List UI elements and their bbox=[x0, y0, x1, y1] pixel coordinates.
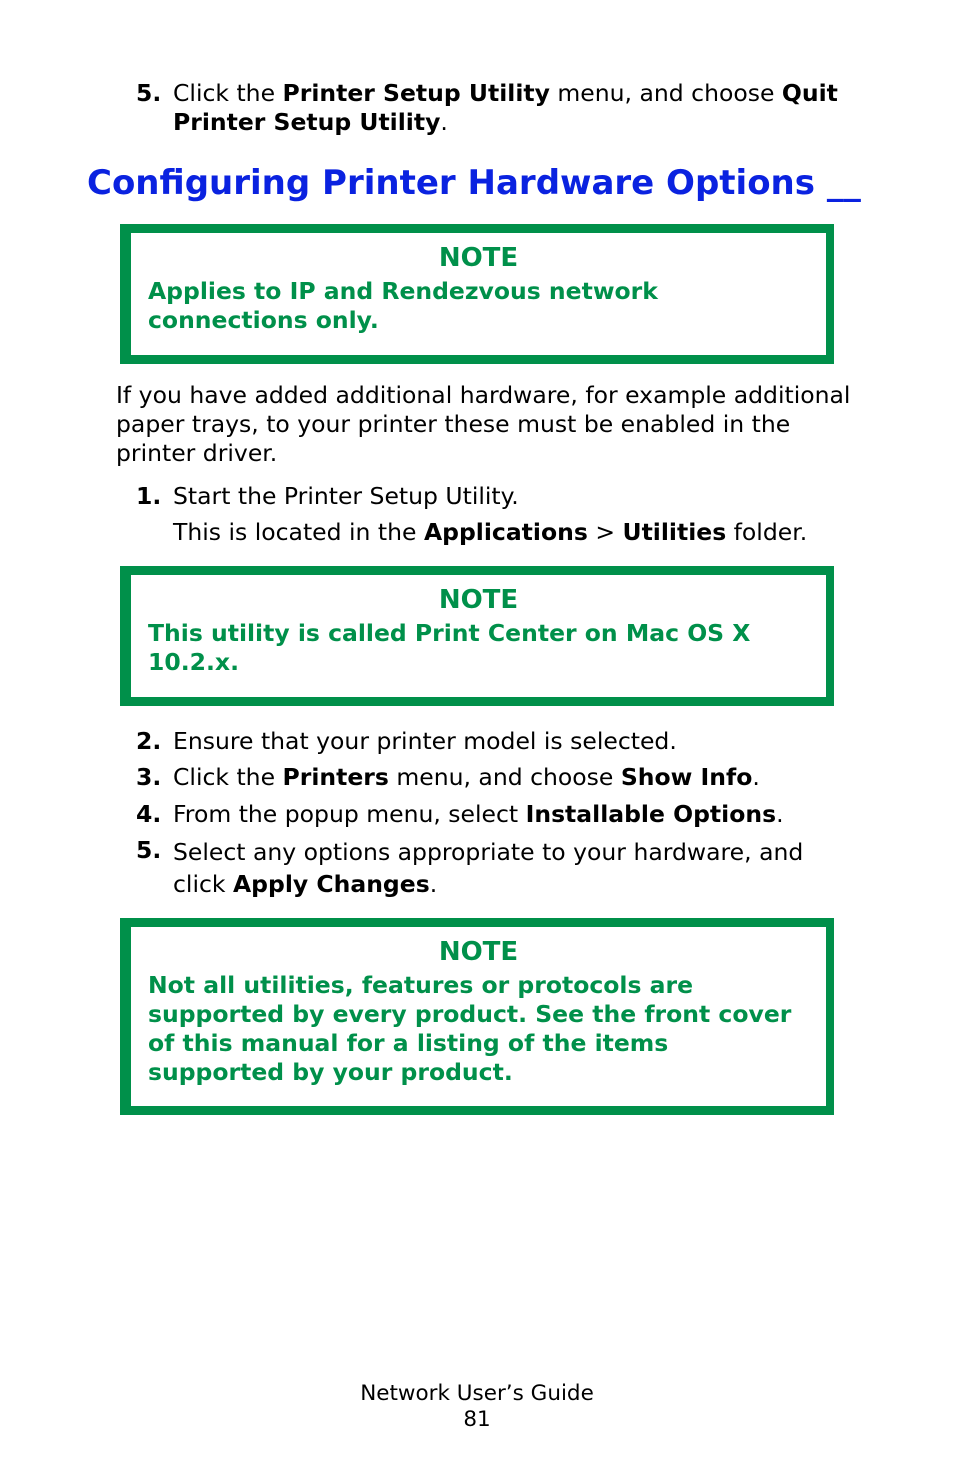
note-box bbox=[120, 566, 834, 706]
step-number: 1. bbox=[136, 482, 162, 510]
step-text: Click the Printers menu, and choose Show Info. bbox=[173, 763, 760, 791]
note-title: NOTE bbox=[438, 937, 519, 967]
menu-option: Installable Options bbox=[525, 800, 777, 828]
menu-name: Printer Setup Utility bbox=[282, 79, 550, 107]
step-subtext: This is located in the Applications > Utilities folder. bbox=[173, 518, 808, 546]
menu-name: Printers bbox=[282, 763, 389, 791]
menu-command: Quit Printer Setup Utility bbox=[173, 79, 838, 136]
page-number: 81 bbox=[463, 1407, 491, 1432]
step-text: From the popup menu, select Installable Options. bbox=[173, 800, 784, 828]
note-title: NOTE bbox=[438, 243, 519, 273]
note-box bbox=[120, 918, 834, 1115]
step-text: Select any options appropriate to your hardware, and click Apply Changes. bbox=[173, 838, 804, 898]
step-number: 2. bbox=[136, 727, 162, 755]
step-number: 5. bbox=[136, 836, 162, 864]
section-heading: Configuring Printer Hardware Options __ bbox=[87, 163, 861, 203]
button-name: Apply Changes bbox=[232, 870, 430, 898]
step-number: 3. bbox=[136, 763, 162, 791]
folder-name: Utilities bbox=[622, 518, 727, 546]
step-text: Ensure that your printer model is selected. bbox=[173, 727, 677, 755]
folder-name: Applications bbox=[423, 518, 588, 546]
note-box bbox=[120, 224, 834, 364]
menu-command: Show Info bbox=[620, 763, 753, 791]
step-number: 5. bbox=[136, 79, 162, 107]
step-text: Click the Printer Setup Utility menu, and choose Quit Printer Setup Utility. bbox=[173, 79, 838, 136]
note-title: NOTE bbox=[438, 585, 519, 615]
note-text: Applies to IP and Rendezvous network connections only. bbox=[148, 277, 658, 334]
note-text: This utility is called Print Center on Mac OS X 10.2.x. bbox=[148, 619, 751, 676]
intro-paragraph: If you have added additional hardware, for example additional paper trays, to your printer these must be enabled in the printer driver. bbox=[116, 381, 851, 467]
step-text: Start the Printer Setup Utility. bbox=[173, 482, 519, 510]
note-text: Not all utilities, features or protocols are supported by every product. See the front cover of this manual for a listing of the items supported by your product. bbox=[148, 971, 792, 1086]
footer-title: Network User’s Guide bbox=[360, 1381, 594, 1406]
step-number: 4. bbox=[136, 800, 162, 828]
